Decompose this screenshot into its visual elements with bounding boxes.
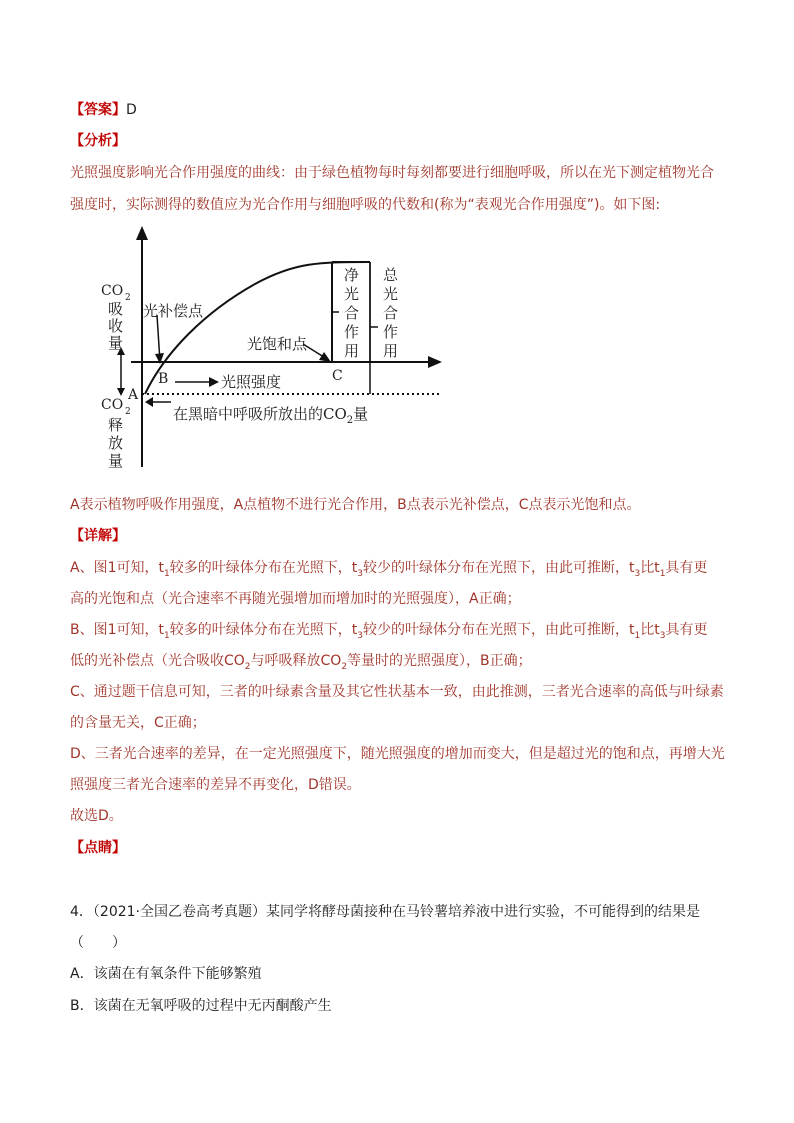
detail-a-line-1: A、图1可知，$t_1$较多的叶绿体分布在光照下，$t_3$较少的叶绿体分布在光照下，由此可推断，$t_3$比$t_1$具有更 — [70, 560, 708, 579]
analysis-paragraph-1: 光照强度影响光合作用强度的曲线：由于绿色植物每时每刻都要进行细胞呼吸，所以在光下测定植物光合 — [70, 165, 714, 181]
point-c-label: C — [332, 368, 343, 384]
y-top-char-2: 收 — [108, 317, 124, 335]
y-top-co: CO — [101, 283, 124, 299]
analysis-paragraph-2: 强度时，实际测得的数值应为光合作用与细胞呼吸的代数和(称为“表观光合作用强度”)。如下图: — [70, 197, 661, 213]
detail-heading — [70, 526, 126, 546]
question-stem: 4．（2021·全国乙卷高考真题）某同学将酵母菌接种在马铃薯培养液中进行实验，不可能得到的结果是 — [70, 904, 700, 920]
net-char-2: 光 — [344, 285, 360, 303]
detail-choose: 故选D。 — [70, 808, 123, 824]
analysis-heading — [70, 131, 126, 151]
net-char-4: 作 — [344, 323, 360, 341]
light-intensity-diagram — [95, 222, 455, 477]
question-blank: （ ） — [70, 935, 126, 951]
detail-b-line-2: 低的光补偿点（光合吸收$CO_2$与呼吸释放$CO_2$等量时的光照强度），B正确； — [70, 653, 532, 672]
option-b: B．该菌在无氧呼吸的过程中无丙酮酸产生 — [70, 998, 332, 1014]
gross-char-1: 总 — [383, 266, 399, 284]
diagram-caption: A表示植物呼吸作用强度，A点植物不进行光合作用，B点表示光补偿点，C点表示光饱和点。 — [70, 497, 641, 513]
option-a: A．该菌在有氧条件下能够繁殖 — [70, 966, 262, 982]
gross-char-2: 光 — [383, 285, 399, 303]
detail-c-line-1: C、通过题干信息可知，三者的叶绿素含量及其它性状基本一致，由此推测，三者光合速率的高低与叶绿素 — [70, 684, 724, 700]
point-b-label: B — [158, 371, 169, 387]
saturation-label: 光饱和点 — [247, 335, 308, 353]
y-bottom-char-3: 量 — [108, 452, 124, 470]
x-axis-label: 光照强度 — [221, 373, 282, 391]
gross-char-4: 作 — [383, 323, 399, 341]
net-char-3: 合 — [344, 304, 360, 322]
y-bottom-sub: 2 — [125, 407, 131, 417]
comment-heading — [70, 838, 126, 858]
y-bottom-char-1: 释 — [108, 416, 124, 434]
detail-b-line-1: B、图1可知，$t_1$较多的叶绿体分布在光照下，$t_3$较少的叶绿体分布在光照下，由此可推断，$t_1$比$t_3$具有更 — [70, 622, 708, 641]
net-char-5: 用 — [344, 342, 360, 360]
y-bottom-char-2: 放 — [108, 434, 124, 452]
answer-value: D — [126, 102, 137, 118]
detail-d-line-1: D、三者光合速率的差异，在一定光照强度下，随光照强度的增加而变大，但是超过光的饱和点，再增大光 — [70, 746, 725, 762]
detail-a-line-2: 高的光饱和点（光合速率不再随光强增加而增加时的光照强度），A正确； — [70, 591, 521, 607]
y-top-char-1: 吸 — [108, 300, 124, 318]
detail-d-line-2: 照强度三者光合速率的差异不再变化，D错误。 — [70, 777, 361, 793]
gross-char-5: 用 — [383, 342, 399, 360]
net-char-1: 净 — [344, 266, 360, 284]
y-bottom-co: CO — [101, 397, 124, 413]
answer-label: 【答案】 — [70, 102, 126, 118]
detail-label: 【详解】 — [70, 528, 126, 544]
detail-c-line-2: 的含量无关，C正确； — [70, 715, 206, 731]
comment-label: 【点睛】 — [70, 840, 126, 856]
dark-respiration-label: 在黑暗中呼吸所放出的$CO_2$量 — [173, 405, 369, 426]
compensation-label: 光补偿点 — [143, 302, 204, 320]
y-top-sub: 2 — [125, 293, 131, 303]
y-top-char-3: 量 — [108, 334, 124, 352]
gross-char-3: 合 — [383, 304, 399, 322]
answer-line — [70, 100, 137, 120]
analysis-label: 【分析】 — [70, 133, 126, 149]
point-a-label: A — [128, 387, 139, 403]
